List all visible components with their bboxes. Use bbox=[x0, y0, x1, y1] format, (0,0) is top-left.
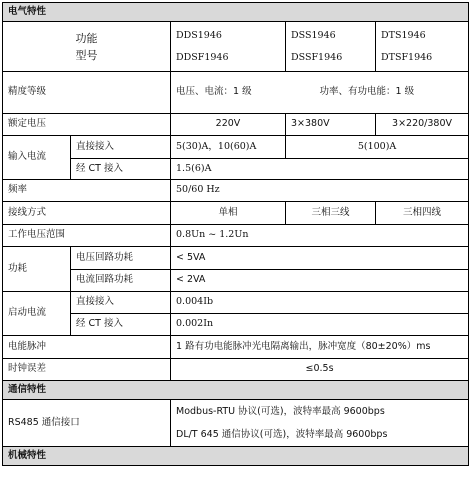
rated-voltage-three-wire: 3×380V bbox=[286, 114, 376, 136]
accuracy-label: 精度等级 bbox=[3, 72, 171, 114]
frequency-label: 频率 bbox=[3, 180, 171, 202]
input-current-ct-value: 1.5(6)A bbox=[171, 159, 469, 180]
pulse-value: 1 路有功电能脉冲光电隔离输出，脉冲宽度（80±20%）ms bbox=[171, 336, 469, 359]
rs485-dlt645: DL/T 645 通信协议(可选)，波特率最高 9600bps bbox=[176, 428, 388, 440]
header-label-cell bbox=[3, 22, 171, 72]
row-start-current-ct bbox=[3, 314, 469, 336]
row-clock-error bbox=[3, 359, 469, 381]
clock-error-value: ≤0.5s bbox=[171, 359, 469, 381]
model-dds: DDS1946 bbox=[176, 29, 222, 41]
row-input-current-direct bbox=[3, 136, 469, 159]
rs485-value bbox=[171, 400, 469, 447]
start-current-ct-value: 0.002In bbox=[171, 314, 469, 336]
start-current-label: 启动电流 bbox=[3, 292, 71, 336]
wiring-three-phase-three-wire: 三相三线 bbox=[286, 202, 376, 225]
row-pulse bbox=[3, 336, 469, 359]
model-dss: DSS1946 bbox=[291, 29, 336, 41]
input-current-direct-single: 5(30)A，10(60)A bbox=[171, 136, 286, 159]
clock-error-label: 时钟误差 bbox=[3, 359, 171, 381]
row-rated-voltage bbox=[3, 114, 469, 136]
row-start-current-direct bbox=[3, 292, 469, 314]
rated-voltage-single: 220V bbox=[171, 114, 286, 136]
wiring-label: 接线方式 bbox=[3, 202, 171, 225]
model-dts: DTS1946 bbox=[381, 29, 426, 41]
row-voltage-range bbox=[3, 225, 469, 247]
voltage-range-label: 工作电压范围 bbox=[3, 225, 171, 247]
power-voltage-loop-value: < 5VA bbox=[171, 247, 469, 270]
section-row-mechanical bbox=[3, 447, 469, 466]
header-col3 bbox=[376, 22, 469, 72]
header-label-model: 型号 bbox=[75, 48, 98, 62]
input-current-direct-label: 直接接入 bbox=[71, 136, 171, 159]
rated-voltage-four-wire: 3×220/380V bbox=[376, 114, 469, 136]
power-consumption-label: 功耗 bbox=[3, 247, 71, 292]
power-voltage-loop-label: 电压回路功耗 bbox=[71, 247, 171, 270]
row-rs485 bbox=[3, 400, 469, 447]
frequency-value: 50/60 Hz bbox=[171, 180, 469, 202]
input-current-direct-three: 5(100)A bbox=[286, 136, 469, 159]
pulse-label: 电能脉冲 bbox=[3, 336, 171, 359]
row-accuracy bbox=[3, 72, 469, 114]
accuracy-value bbox=[171, 72, 469, 114]
power-current-loop-label: 电流回路功耗 bbox=[71, 270, 171, 292]
accuracy-value-power: 功率、有功电能：1 级 bbox=[319, 86, 415, 98]
accuracy-value-voltage: 电压、电流：1 级 bbox=[176, 86, 252, 98]
row-power-voltage-loop bbox=[3, 247, 469, 270]
section-row-communication bbox=[3, 381, 469, 400]
row-input-current-ct bbox=[3, 159, 469, 180]
model-ddsf: DDSF1946 bbox=[176, 51, 229, 63]
section-row-electrical bbox=[3, 3, 469, 22]
row-power-current-loop bbox=[3, 270, 469, 292]
start-current-direct-label: 直接接入 bbox=[71, 292, 171, 314]
header-label-function: 功能 bbox=[75, 31, 98, 45]
power-current-loop-value: < 2VA bbox=[171, 270, 469, 292]
start-current-direct-value: 0.004Ib bbox=[171, 292, 469, 314]
input-current-label: 输入电流 bbox=[3, 136, 71, 180]
section-title-mechanical: 机械特性 bbox=[3, 447, 469, 466]
rs485-label: RS485 通信接口 bbox=[3, 400, 171, 447]
rated-voltage-label: 额定电压 bbox=[3, 114, 171, 136]
start-current-ct-label: 经 CT 接入 bbox=[71, 314, 171, 336]
row-frequency bbox=[3, 180, 469, 202]
spec-table bbox=[2, 2, 469, 466]
voltage-range-value: 0.8Un ~ 1.2Un bbox=[171, 225, 469, 247]
model-dssf: DSSF1946 bbox=[291, 51, 343, 63]
model-dtsf: DTSF1946 bbox=[381, 51, 433, 63]
rs485-modbus: Modbus-RTU 协议(可选)，波特率最高 9600bps bbox=[176, 405, 385, 417]
row-wiring bbox=[3, 202, 469, 225]
section-title-communication: 通信特性 bbox=[3, 381, 469, 400]
header-col1 bbox=[171, 22, 286, 72]
header-row bbox=[3, 22, 469, 72]
input-current-ct-label: 经 CT 接入 bbox=[71, 159, 171, 180]
wiring-three-phase-four-wire: 三相四线 bbox=[376, 202, 469, 225]
wiring-single-phase: 单相 bbox=[171, 202, 286, 225]
header-col2 bbox=[286, 22, 376, 72]
section-title-electrical: 电气特性 bbox=[3, 3, 469, 22]
